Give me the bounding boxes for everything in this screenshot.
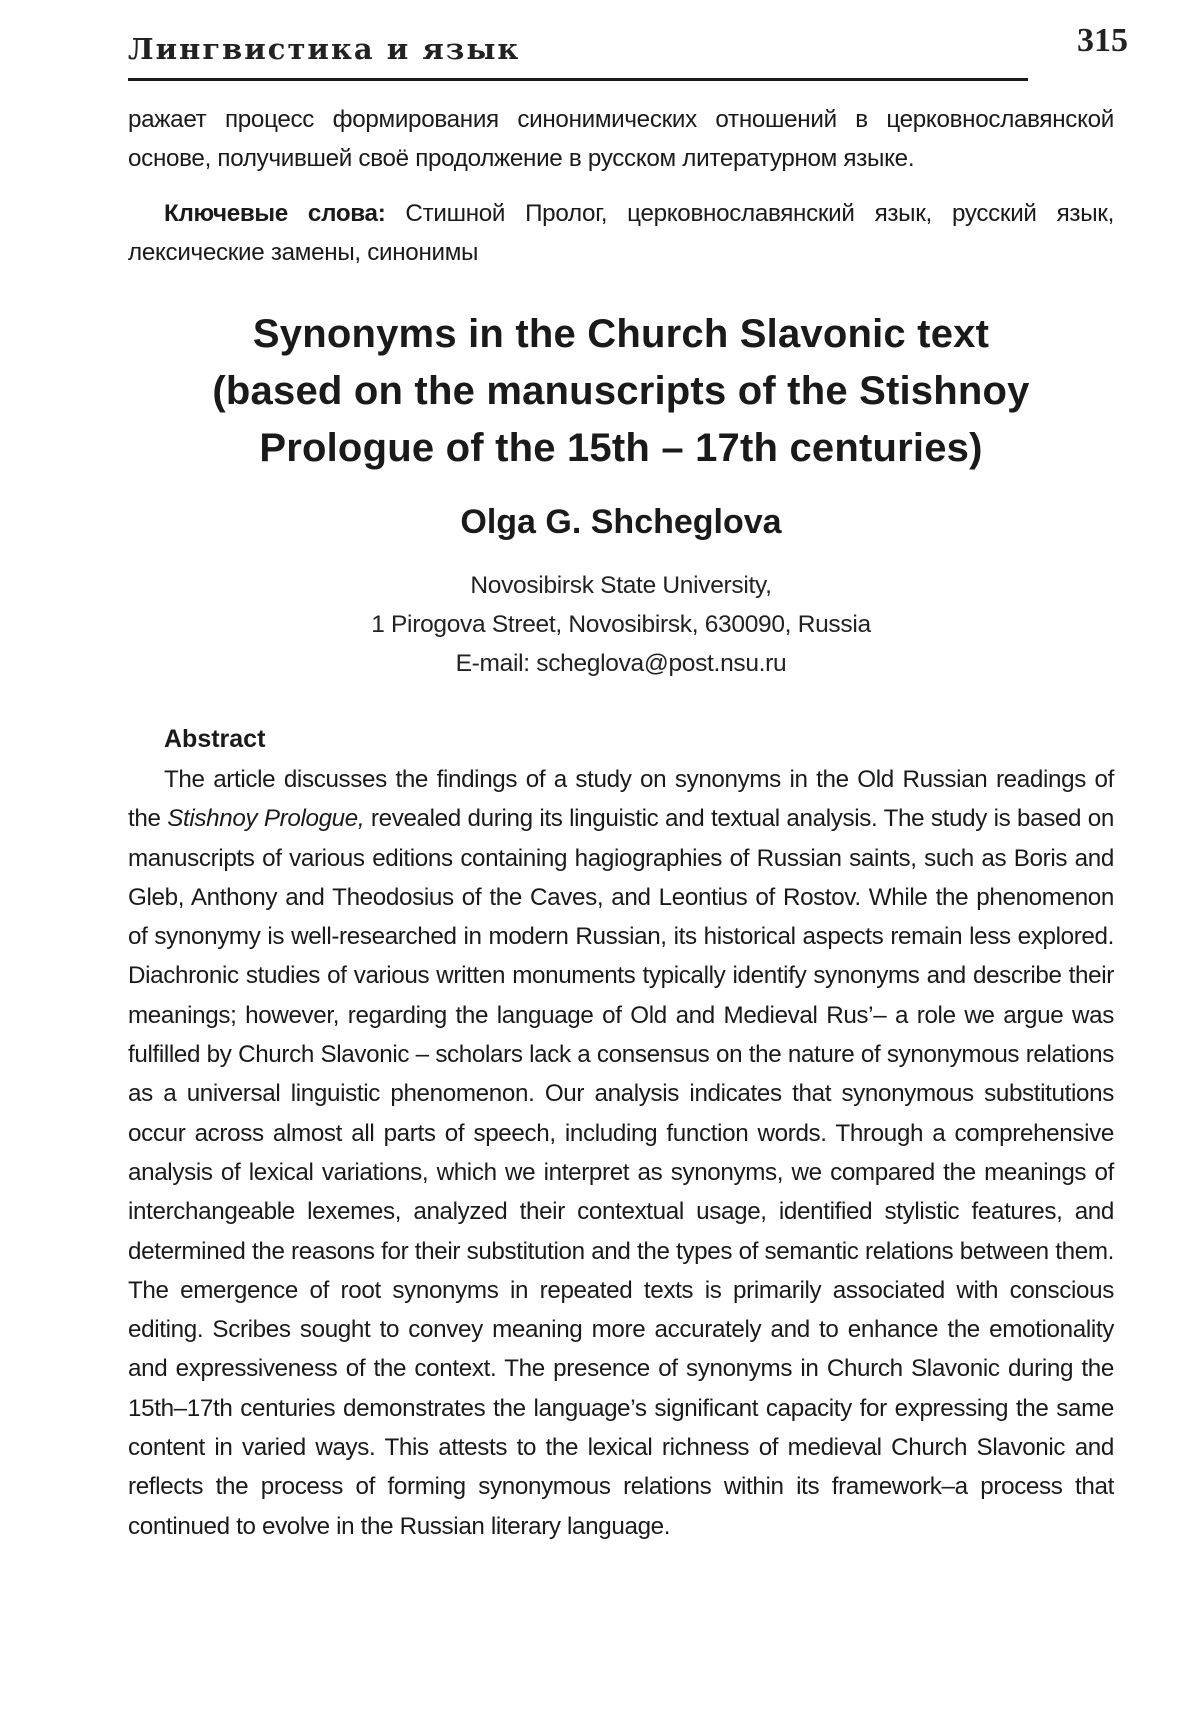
article-title-line: (based on the manuscripts of the Stishnoy <box>212 369 1030 413</box>
header-rule <box>128 78 1028 81</box>
continued-paragraph: ражает процесс формирования синонимических отношений в церковнославянской основе, получившей своё продолжение в русском литературном языке. <box>128 106 1114 172</box>
abstract-text-part: The article discusses the findings of a study on synonyms in the Old Russian readings of the <box>128 766 1114 833</box>
running-header <box>128 22 1128 82</box>
abstract-text <box>128 760 1114 1546</box>
author-name: Olga G. Shcheglova <box>460 503 782 541</box>
article-title <box>128 306 1114 477</box>
article-title-line: Synonyms in the Church Slavonic text <box>252 312 990 356</box>
section-title: Лингвистика и язык <box>128 32 521 66</box>
affiliation-email[interactable]: E-mail: scheglova@post.nsu.ru <box>455 650 787 677</box>
page-number: 315 <box>1077 22 1128 59</box>
abstract-italic-title: Stishnoy Prologue, <box>167 805 365 833</box>
abstract-heading: Abstract <box>164 725 266 753</box>
article-title-line: Prologue of the 15th – 17th centuries) <box>259 426 983 470</box>
abstract-text-part: revealed during its linguistic and textual analysis. The study is based on manuscripts of various editions containing hagiographies of Russian saints, such as Boris and Gleb, Anthony and Theodosius of the Caves, and Leontius of Rostov. While the phenomenon of synonymy is well-researched in modern Russian, its historical aspects remain less explored. Diachronic studies of various written monuments typically identify synonyms and describe their meanings; however, regarding the language of Old and Medieval Rus’– a role we argue was fulfilled by Church Slavonic – scholars lack a consensus on the nature of synonymous relations as a universal linguistic phenomenon. Our analysis indicates that synonymous substitutions occur across almost all parts of speech, including function words. Through a comprehensive analysis of lexical variations, which we interpret as synonyms, we compared the meanings of interchangeable lexemes, analyzed their contextual usage, identified stylistic features, and determined the reasons for their substitution and the types of semantic relations between them. The emergence of root synonyms in repeated texts is primarily associated with conscious editing. Scribes sought to convey meaning more accurately and to enhance the emotionality and expressiveness of the context. The presence of synonyms in Church Slavonic during the 15th–17th centuries demonstrates the language’s significant capacity for expressing the same content in varied ways. This attests to the lexical richness of medieval Church Slavonic and reflects the process of forming synonymous relations within its framework–a process that continued to evolve in the Russian literary language. <box>128 805 1115 1540</box>
author-affiliation <box>128 566 1114 683</box>
affiliation-address: 1 Pirogova Street, Novosibirsk, 630090, Russia <box>371 611 871 638</box>
keywords-paragraph <box>128 194 1114 272</box>
affiliation-university: Novosibirsk State University, <box>470 572 772 599</box>
keywords-label: Ключевые слова: <box>164 200 386 227</box>
keywords-text: Стишной Пролог, церковнославянский язык, русский язык, лексические замены, синонимы <box>128 200 1114 266</box>
